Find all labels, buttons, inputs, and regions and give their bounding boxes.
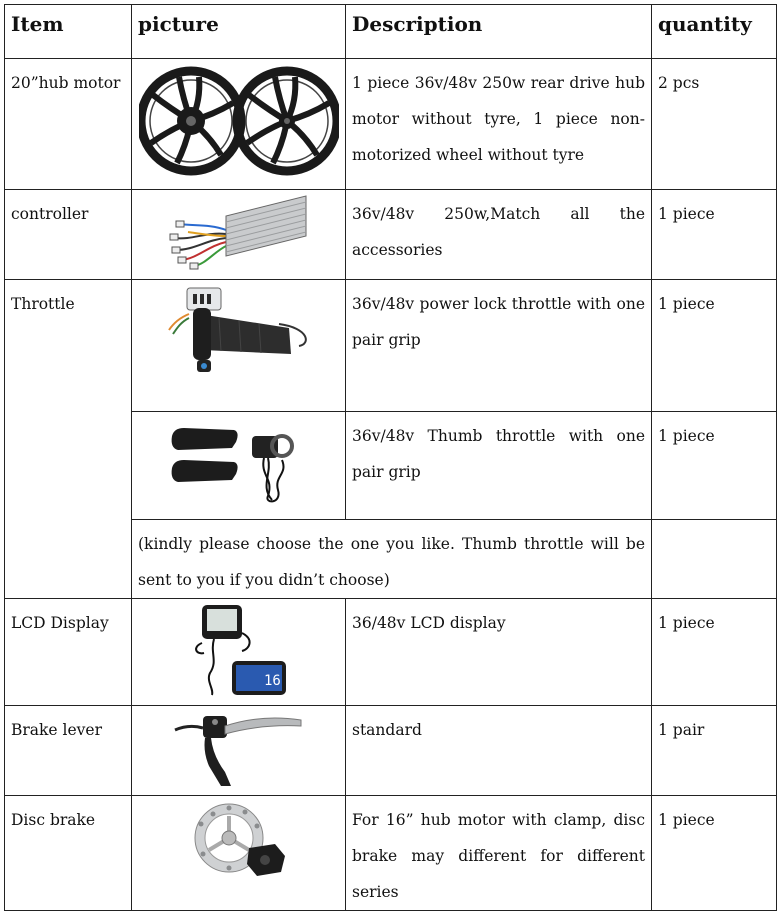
- item-description: 36v/48v 250w,Match all the accessories: [346, 190, 652, 280]
- item-description: 36v/48v power lock throttle with one pair grip: [346, 280, 652, 412]
- selection-note: (kindly please choose the one you like. Thumb throttle will be sent to you if you didn’t choose): [132, 520, 652, 599]
- disc-brake-icon: [179, 800, 299, 882]
- picture-cell: [132, 706, 346, 796]
- item-description: 36v/48v Thumb throttle with one pair grip: [346, 412, 652, 520]
- item-quantity: 1 piece: [652, 796, 777, 911]
- item-name: Throttle: [5, 280, 132, 599]
- item-description: 1 piece 36v/48v 250w rear drive hub motor without tyre, 1 piece non-motorized wheel without tyre: [346, 59, 652, 190]
- item-name: LCD Display: [5, 599, 132, 706]
- header-item: Item: [5, 5, 132, 59]
- picture-cell: [132, 796, 346, 911]
- picture-cell: [132, 412, 346, 520]
- item-quantity: 2 pcs: [652, 59, 777, 190]
- thumb-throttle-icon: [164, 416, 314, 506]
- item-name: 20”hub motor: [5, 59, 132, 190]
- empty-cell: [652, 520, 777, 599]
- header-quantity: quantity: [652, 5, 777, 59]
- lcd-reading: 16: [263, 673, 281, 689]
- header-description: Description: [346, 5, 652, 59]
- picture-cell: [132, 190, 346, 280]
- lcd-display-icon: [184, 603, 294, 699]
- item-description: standard: [346, 706, 652, 796]
- item-description: 36/48v LCD display: [346, 599, 652, 706]
- item-quantity: 1 piece: [652, 599, 777, 706]
- picture-cell: [132, 599, 346, 706]
- picture-cell: [132, 59, 346, 190]
- item-quantity: 1 pair: [652, 706, 777, 796]
- hub-motor-wheels-icon: [139, 63, 339, 181]
- table-row: [5, 796, 777, 911]
- table-row: [5, 280, 777, 412]
- header-row: [5, 5, 777, 59]
- power-lock-throttle-icon: [159, 284, 319, 394]
- item-name: Brake lever: [5, 706, 132, 796]
- table-row: [5, 599, 777, 706]
- table-row: [5, 706, 777, 796]
- header-picture: picture: [132, 5, 346, 59]
- brake-lever-icon: [169, 710, 309, 788]
- parts-table: [4, 4, 777, 911]
- table-row: [5, 190, 777, 280]
- item-quantity: 1 piece: [652, 412, 777, 520]
- table-row: [5, 59, 777, 190]
- item-quantity: 1 piece: [652, 190, 777, 280]
- item-name: Disc brake: [5, 796, 132, 911]
- item-description: For 16” hub motor with clamp, disc brake may different for different series: [346, 796, 652, 911]
- controller-box-icon: [164, 194, 314, 272]
- item-quantity: 1 piece: [652, 280, 777, 412]
- picture-cell: [132, 280, 346, 412]
- item-name: controller: [5, 190, 132, 280]
